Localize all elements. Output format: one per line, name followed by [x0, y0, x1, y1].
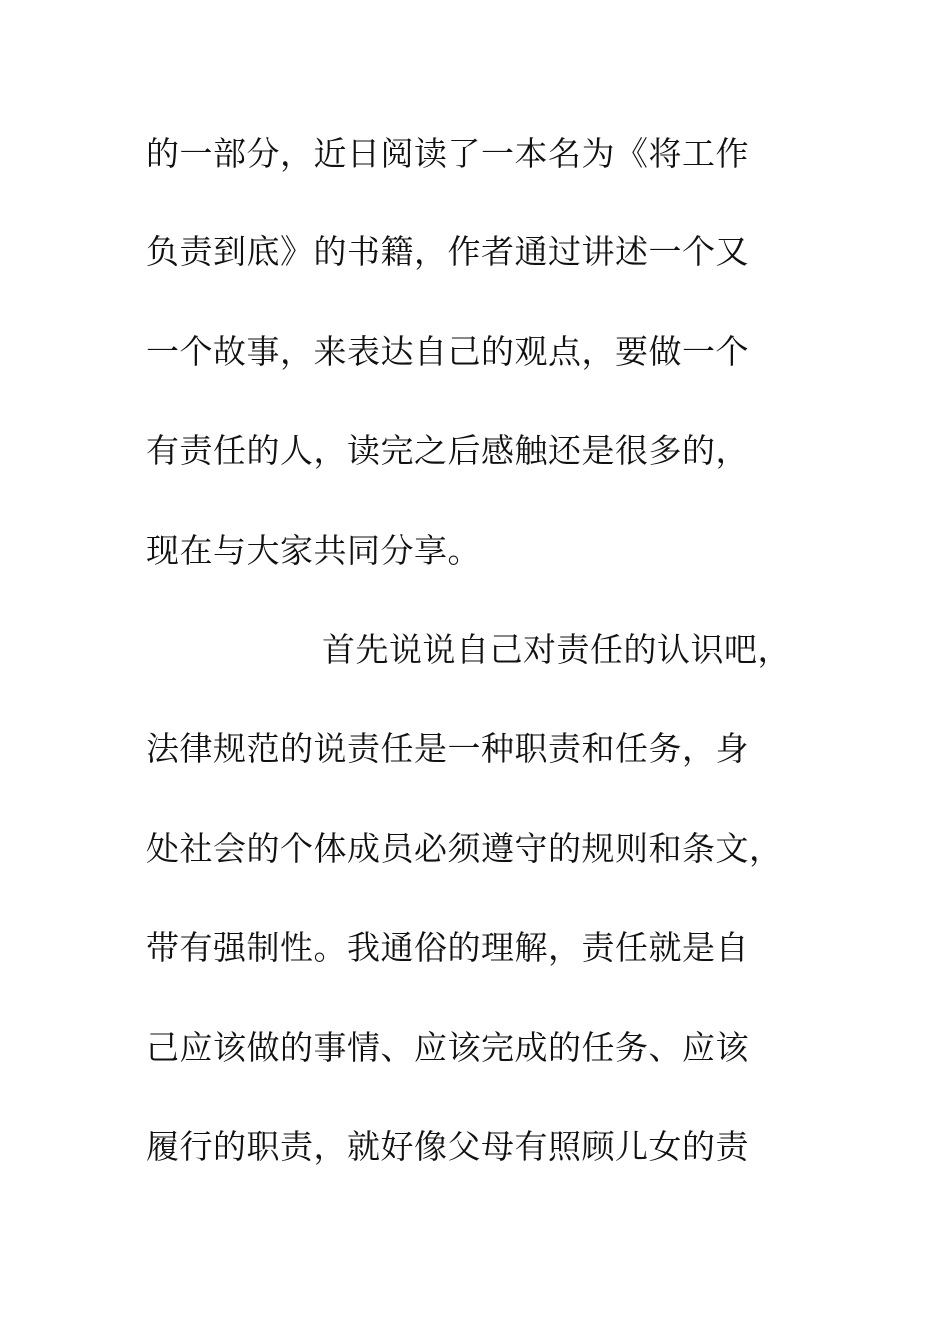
paragraph-first-line: 首先说说自己对责任的认识吧，	[322, 630, 791, 669]
text-line: 负责到底》的书籍，作者通过讲述一个又	[146, 232, 749, 271]
text-line: 己应该做的事情、应该完成的任务、应该	[146, 1028, 749, 1067]
text-line: 一个故事，来表达自己的观点，要做一个	[146, 332, 749, 371]
text-line: 处社会的个体成员必须遵守的规则和条文，	[146, 829, 783, 868]
text-line: 法律规范的说责任是一种职责和任务，身	[146, 729, 749, 768]
text-line: 有责任的人，读完之后感触还是很多的，	[146, 431, 749, 470]
text-line: 的一部分，近日阅读了一本名为《将工作	[146, 134, 749, 173]
text-line: 带有强制性。我通俗的理解，责任就是自	[146, 928, 749, 967]
text-line: 履行的职责，就好像父母有照顾儿女的责	[146, 1127, 749, 1166]
text-line: 现在与大家共同分享。	[146, 531, 481, 570]
